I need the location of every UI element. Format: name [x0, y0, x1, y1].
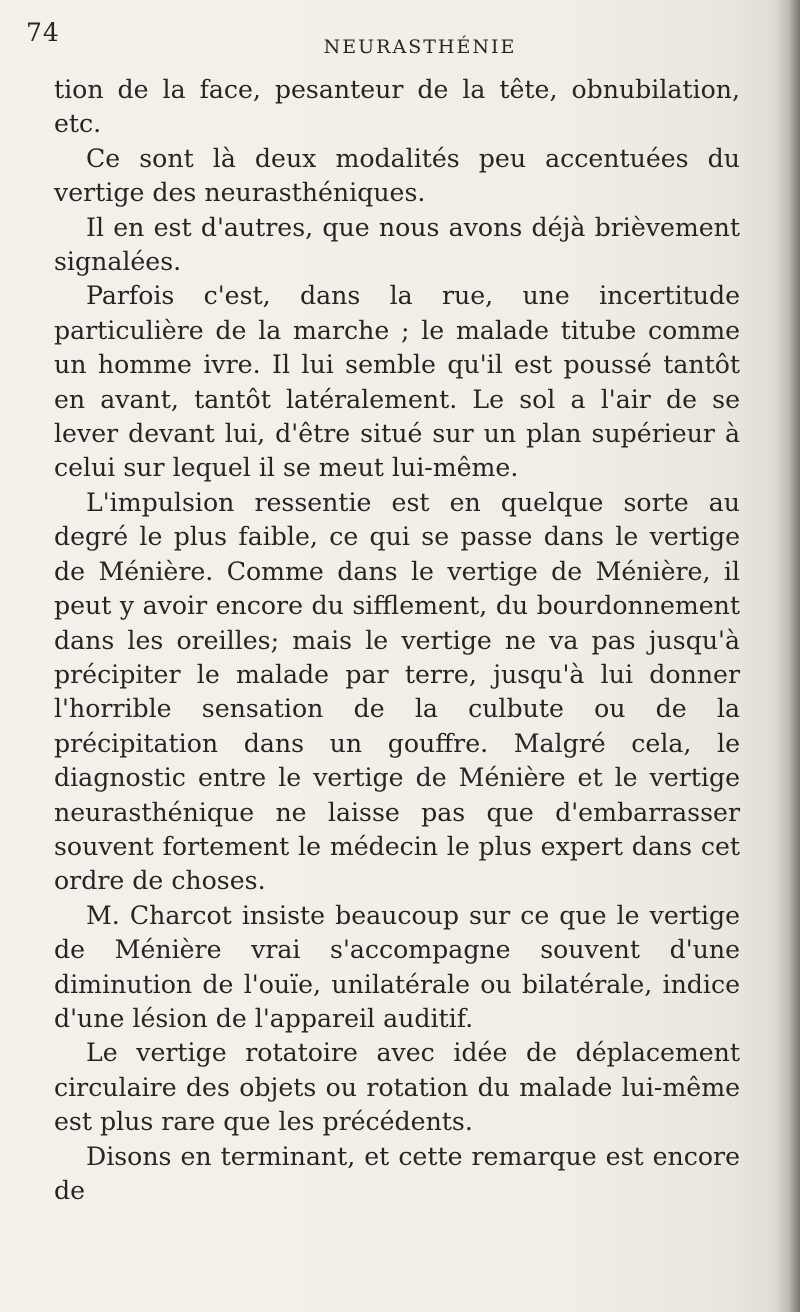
- paragraph-6: M. Charcot insiste beaucoup sur ce que le vertige de Ménière vrai s'accompagne souvent d'une diminution de l'ouïe, unilatérale ou bilatérale, indice d'une lésion de l'appareil auditif.: [54, 900, 740, 1033]
- paragraph-5: L'impulsion ressentie est en quelque sorte au degré le plus faible, ce qui se passe dans le vertige de Ménière. Comme dans le vertige de Ménière, il peut y avoir encore du sifflement, du bourdonnement dans les oreilles; mais le vertige ne va pas jusqu'à précipiter le malade par terre, jusqu'à lui donner l'horrible sensation de la culbute ou de la précipitation dans un gouffre. Malgré cela, le diagnostic entre le vertige de Ménière et le vertige neurasthénique ne laisse pas que d'embarrasser souvent fortement le médecin le plus expert dans cet ordre de choses.: [54, 487, 740, 896]
- paragraph-2: Ce sont là deux modalités peu accentuées du vertige des neurasthéniques.: [54, 143, 740, 208]
- paragraph-1: tion de la face, pesanteur de la tête, obnubilation, etc.: [54, 75, 740, 139]
- paragraph-4: Parfois c'est, dans la rue, une incertitude particulière de la marche ; le malade titube comme un homme ivre. Il lui semble qu'il est poussé tantôt en avant, tantôt latéralement. Le sol a l'air de se lever devant lui, d'être situé sur un plan supérieur à celui sur lequel il se meut lui-même.: [54, 281, 740, 483]
- paragraph-8: Disons en terminant, et cette remarque est encore de: [54, 1141, 740, 1205]
- paragraph-7: Le vertige rotatoire avec idée de déplacement circulaire des objets ou rotation du malade lui-même est plus rare que les précédents.: [54, 1038, 740, 1137]
- page-edge-shadow: [774, 0, 800, 1312]
- page-number: 74: [26, 18, 60, 47]
- running-head: NEURASTHÉNIE: [323, 36, 517, 58]
- body-text: [54, 73, 740, 1208]
- paragraph-3: Il en est d'autres, que nous avons déjà brièvement signalées.: [54, 212, 740, 277]
